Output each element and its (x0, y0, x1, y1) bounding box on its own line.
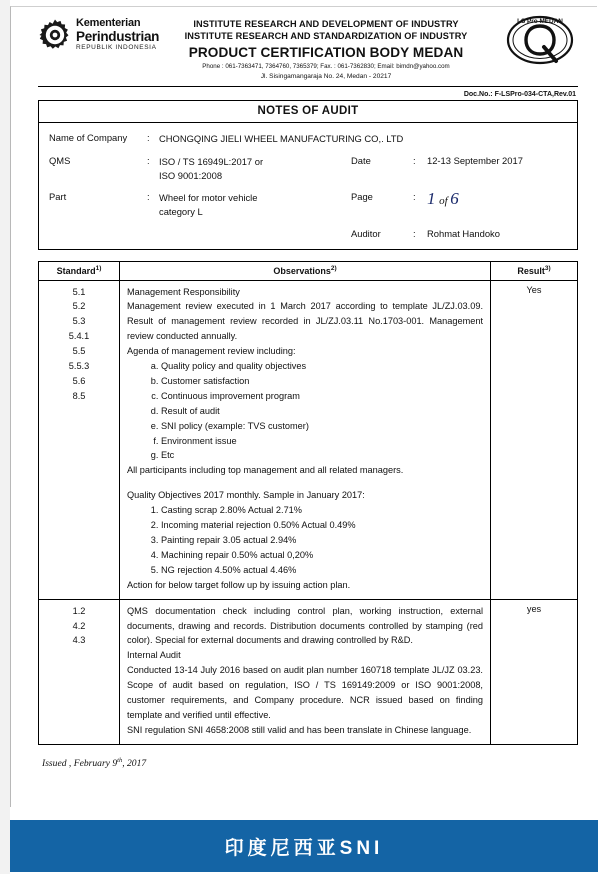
std-item: 5.3 (72, 316, 86, 327)
std-item: 5.2 (72, 301, 86, 312)
meta-row-auditor (39, 228, 577, 239)
page-current-handwritten: 1 (427, 189, 437, 209)
part-value-line-1: Wheel for motor vehicle (159, 192, 258, 204)
institute-line-2: INSTITUTE RESEARCH AND STANDARDIZATION OF INDUSTRY (184, 31, 468, 42)
std-item: 5.5.3 (68, 361, 90, 372)
obs-line: Conducted 13-14 July 2016 based on audit plan number 160718 template JL/JZ 03.23. Scope of audit based on regulation, ISO / TS 169149:2009 or ISO 9001:2008, customer requirements, and Company procedure. NCR issued based on finding template and verified until effective. (127, 665, 483, 720)
notes-of-audit-box (38, 100, 578, 249)
obs-alpha-list (127, 359, 483, 463)
date-colon: : (413, 155, 416, 166)
std-item: 5.5 (72, 346, 86, 357)
issued-suffix: , 2017 (122, 757, 147, 769)
header-result: Result$^{3)}$ (491, 261, 578, 280)
row2-observations (120, 599, 491, 744)
header-observations: Observations$^{2)}$ (120, 261, 491, 280)
document-content (38, 14, 578, 769)
date-group (351, 155, 577, 166)
obs-line: Management review executed in 1 March 2017 according to template JL/ZJ.03.09. Result of management review recorded in JL/ZJ.03.11 No.1703-001. Management review conducted annually. (127, 301, 483, 342)
date-label: Date (351, 155, 371, 166)
ministry-line-2: Perindustrian (76, 28, 160, 44)
std-item: 5.1 (72, 286, 86, 297)
lspro-logo-block (502, 14, 578, 70)
issued-prefix: Issued , February 9 (42, 757, 118, 769)
header-title-block (156, 14, 496, 81)
page-colon: : (413, 191, 416, 203)
part-colon: : (147, 191, 150, 203)
std-item: 5.6 (72, 375, 86, 386)
list-item: 4. Machining repair 0.50% actual 0,20% (161, 548, 483, 563)
row2-standards (39, 599, 120, 744)
list-item: c. Continuous improvement program (161, 389, 483, 404)
contact-line-1: Phone : 061-7363471, 7364760, 7365379; Fax. : 061-7362830; Email: bimdn@yahoo.com (202, 62, 450, 70)
issued-date (38, 757, 578, 769)
row1-observations (120, 280, 491, 599)
obs-line: Action for below target follow up by issuing action plan. (127, 579, 351, 590)
table-row (39, 280, 578, 599)
contact-line-2: Jl. Sisingamangaraja No. 24, Medan - 20217 (260, 72, 392, 80)
page-of-label: of (439, 195, 448, 208)
audit-observations-table (38, 261, 578, 745)
page-total-handwritten: 6 (450, 189, 460, 209)
document-header (38, 14, 578, 81)
institute-line-1: INSTITUTE RESEARCH AND DEVELOPMENT OF INDUSTRY (193, 19, 459, 29)
list-item: f. Environment issue (161, 434, 483, 449)
obs-line: Internal Audit (127, 650, 181, 661)
qms-value (159, 155, 351, 182)
obs-spacer (127, 478, 483, 488)
list-item: b. Customer satisfaction (161, 374, 483, 389)
std-item: 5.4.1 (68, 331, 90, 342)
certification-body-title: PRODUCT CERTIFICATION BODY MEDAN (188, 44, 464, 60)
list-item: 5. NG rejection 4.50% actual 4.46% (161, 563, 483, 578)
auditor-group (351, 228, 577, 239)
row2-result: yes (491, 599, 578, 744)
table-header-row (39, 261, 578, 280)
qms-value-line-2: ISO 9001:2008 (159, 169, 223, 181)
part-label: Part (49, 191, 67, 203)
company-value: CHONGQING JIELI WHEEL MANUFACTURING CO,. LTD (159, 133, 404, 145)
obs-line: All participants including top management and all related managers. (127, 465, 404, 476)
row1-standards (39, 280, 120, 599)
list-item: d. Result of audit (161, 404, 483, 419)
gear-icon (38, 18, 72, 52)
date-value: 12-13 September 2017 (427, 155, 523, 166)
auditor-label: Auditor (351, 227, 381, 239)
obs-numeric-list (127, 503, 483, 578)
meta-row-qms (39, 155, 577, 182)
obs-line: Management Responsibility (127, 286, 240, 297)
std-item: 4.2 (72, 620, 86, 631)
std-item: 4.3 (72, 635, 86, 646)
meta-row-company (39, 132, 577, 146)
page-value (427, 191, 577, 207)
issued-sup: th (117, 756, 123, 764)
company-colon: : (147, 132, 150, 144)
footer-text: 印度尼西亚SNI (224, 837, 384, 859)
notes-meta (39, 123, 577, 248)
footer-banner (10, 820, 598, 872)
obs-line: Agenda of management review including: (127, 346, 296, 357)
ministry-text (76, 18, 159, 52)
scan-edge (0, 0, 10, 880)
obs-line: SNI regulation SNI 4658:2008 still valid and has been translate in Chinese language. (127, 724, 472, 735)
list-item: a. Quality policy and quality objectives (161, 359, 483, 374)
auditor-value: Rohmat Handoko (427, 227, 500, 239)
obs-line: Quality Objectives 2017 monthly. Sample in January 2017: (127, 490, 365, 501)
doc-number: Doc.No.: F-LSPro-034-CTA,Rev.01 (463, 91, 576, 99)
list-item: g. Etc (161, 448, 483, 463)
ministry-line-1: Kementerian (76, 17, 141, 29)
notes-title: NOTES OF AUDIT (39, 101, 577, 123)
list-item: e. SNI policy (example: TVS customer) (161, 419, 483, 434)
header-divider (38, 86, 578, 87)
obs-line: QMS documentation check including control plan, working instruction, external documents, drawing and records. Distribution documents controlled by stamping (red color). Special for external documents and drawing controlled by R&D. (127, 605, 483, 646)
ministry-line-3: REPUBLIK INDONESIA (76, 43, 157, 51)
page-bottom-edge (0, 874, 608, 880)
company-label: Name of Company (49, 132, 128, 144)
svg-text:LS Pro MEDAN: LS Pro MEDAN (517, 18, 563, 25)
row1-result: Yes (491, 280, 578, 599)
list-item: 3. Painting repair 3.05 actual 2.94% (161, 533, 483, 548)
part-value-line-2: category L (159, 205, 203, 217)
std-item: 1.2 (72, 605, 86, 616)
table-row (39, 599, 578, 744)
auditor-colon: : (413, 227, 416, 239)
qms-value-line-1: ISO / TS 16949L:2017 or (159, 156, 264, 167)
part-value (159, 191, 351, 218)
page-group (351, 191, 577, 207)
list-item: 2. Incoming material rejection 0.50% Actual 0.49% (161, 518, 483, 533)
page-label: Page (351, 191, 373, 203)
ministry-logo-block (38, 14, 160, 52)
list-item: 1. Casting scrap 2.80% Actual 2.71% (161, 503, 483, 518)
qms-label: QMS (49, 155, 71, 166)
header-standard: Standard$^{1)}$ (39, 261, 120, 280)
std-item: 8.5 (72, 390, 86, 401)
qms-colon: : (147, 155, 150, 166)
lspro-medan-icon (504, 14, 576, 70)
meta-row-part (39, 191, 577, 218)
